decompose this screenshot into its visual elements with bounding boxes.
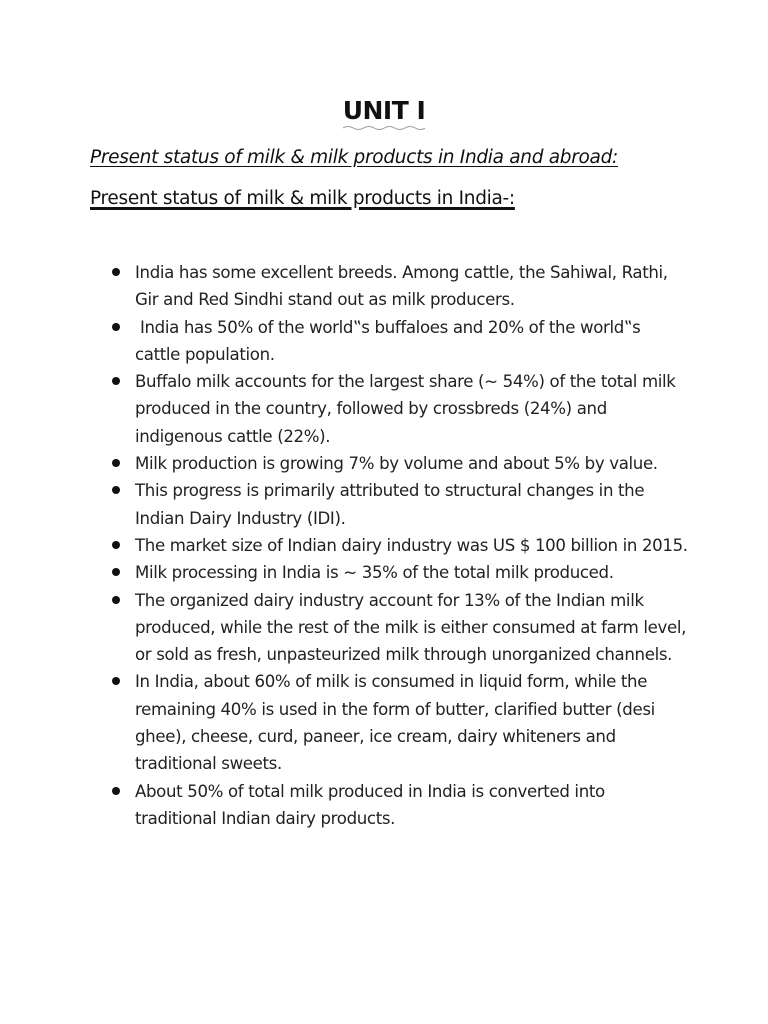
list-item-text: This progress is primarily attributed to structural changes in the Indian Dairy Industry (IDI).	[135, 481, 645, 528]
unit-title-text: UNIT I	[342, 96, 426, 125]
list-item-text: India has some excellent breeds. Among cattle, the Sahiwal, Rathi, Gir and Red Sindhi stand out as milk producers.	[135, 263, 668, 310]
list-item	[110, 559, 690, 586]
bullet-icon	[112, 541, 120, 549]
list-item	[110, 587, 690, 669]
list-item-text: In India, about 60% of milk is consumed in liquid form, while the remaining 40% is used in the form of butter, clarified butter (desi ghee), cheese, curd, paneer, ice cream, dairy whiteners and traditional sweets.	[135, 672, 655, 774]
spellcheck-squiggle	[343, 125, 426, 131]
bullet-icon	[112, 459, 120, 467]
bullet-list	[110, 259, 690, 832]
list-item-text: Milk processing in India is ~ 35% of the total milk produced.	[135, 563, 614, 583]
list-item	[110, 778, 690, 833]
bullet-icon	[112, 323, 120, 331]
section-heading-italic: Present status of milk & milk products in India and abroad:	[90, 147, 618, 168]
unit-title	[0, 96, 768, 125]
list-item	[110, 259, 690, 314]
list-item	[110, 477, 690, 532]
list-item	[110, 668, 690, 777]
bullet-icon	[112, 596, 120, 604]
list-item	[110, 314, 690, 369]
list-item-text: The market size of Indian dairy industry was US $ 100 billion in 2015.	[135, 535, 688, 555]
list-item	[110, 450, 690, 477]
bullet-icon	[112, 677, 120, 685]
list-item-text: About 50% of total milk produced in India is converted into traditional Indian dairy products.	[135, 781, 605, 828]
bullet-icon	[112, 268, 120, 276]
bullet-icon	[112, 486, 120, 494]
list-item	[110, 532, 690, 559]
list-item-text: Buffalo milk accounts for the largest share (~ 54%) of the total milk produced in the country, followed by crossbreds (24%) and indigenous cattle (22%).	[135, 372, 676, 446]
list-item-text: Milk production is growing 7% by volume and about 5% by value.	[135, 454, 658, 474]
list-item-text: The organized dairy industry account for 13% of the Indian milk produced, while the rest of the milk is either consumed at farm level, or sold as fresh, unpasteurized milk through unorganized channels.	[135, 590, 687, 665]
bullet-icon	[112, 377, 120, 385]
bullet-icon	[112, 787, 120, 795]
section-heading-india: Present status of milk & milk products in India-:	[90, 188, 515, 209]
list-item-text: India has 50% of the world‟s buffaloes and 20% of the world‟s cattle population.	[135, 317, 646, 364]
bullet-icon	[112, 568, 120, 576]
list-item	[110, 368, 690, 450]
